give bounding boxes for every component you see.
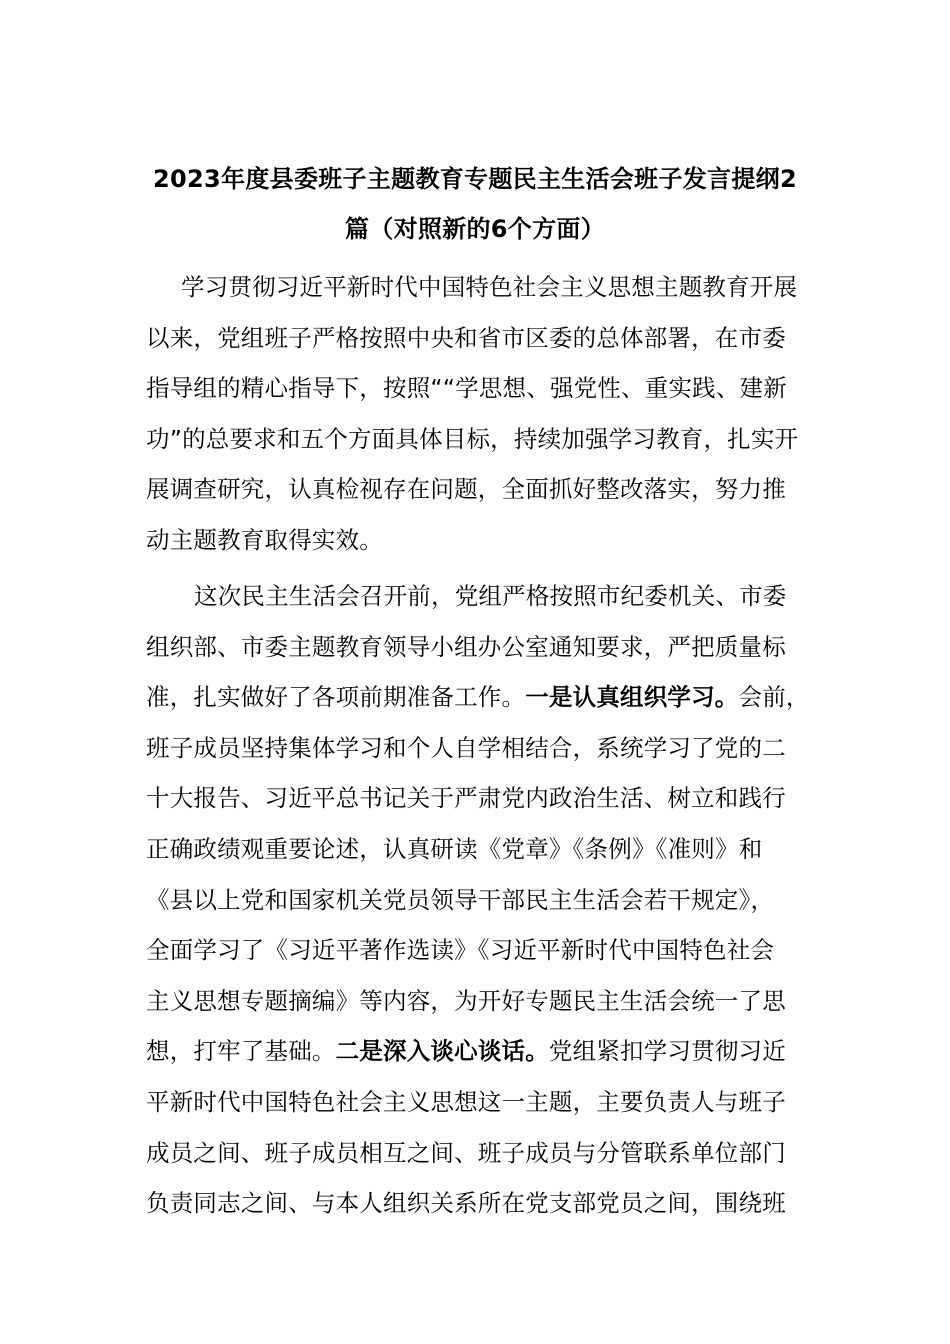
text-line: 动主题教育取得实效。 [146, 525, 383, 554]
bold-heading-study: 一是认真组织学习。 [525, 683, 739, 712]
bold-heading-talks: 二是深入谈心谈话。 [335, 1037, 549, 1066]
text-line: 功”的总要求和五个方面具体目标，持续加强学习教育，扎实开 [146, 424, 799, 453]
text-line: 负责同志之间、与本人组织关系所在党支部党员之间，围绕班 [146, 1189, 786, 1218]
text-line: 十大报告、习近平总书记关于严肃党内政治生活、树立和践行 [146, 784, 786, 813]
text-run: 准，扎实做好了各项前期准备工作。 [146, 683, 526, 712]
text-run: 会前， [738, 683, 810, 712]
preparation-paragraph [146, 571, 810, 1229]
text-line: 以来，党组班子严格按照中央和省市区委的总体部署，在市委 [146, 323, 786, 352]
text-run: 想，打牢了基础。 [146, 1037, 336, 1066]
text-line: 成员之间、班子成员相互之间、班子成员与分管联系单位部门 [146, 1138, 786, 1167]
text-line: 班子成员坚持集体学习和个人自学相结合，系统学习了党的二 [146, 733, 786, 762]
title-line: 篇（对照新的6个方面） [345, 215, 605, 243]
text-line: 全面学习了《习近平著作选读》《习近平新时代中国特色社会 [146, 936, 775, 965]
title-line: 2023年度县委班子主题教育专题民主生活会班子发言提纲2 [153, 165, 797, 193]
text-line: 正确政绩观重要论述，认真研读《党章》《条例》《准则》和 [146, 834, 763, 863]
intro-paragraph [146, 262, 806, 566]
text-run: 党组紧扣学习贯彻习近 [548, 1037, 786, 1066]
text-line: 平新时代中国特色社会主义思想这一主题，主要负责人与班子 [146, 1087, 786, 1116]
text-line: 学习贯彻习近平新时代中国特色社会主义思想主题教育开展 [181, 273, 798, 301]
text-line: 主义思想专题摘编》等内容，为开好专题民主生活会统一了思 [146, 986, 786, 1015]
text-line: 这次民主生活会召开前，党组严格按照市纪委机关、市委 [194, 582, 787, 610]
document-title [120, 154, 830, 254]
text-line: 展调查研究，认真检视存在问题，全面抓好整改落实，努力推 [146, 475, 786, 504]
text-line: 指导组的精心指导下，按照““学思想、强党性、重实践、建新 [146, 374, 787, 403]
text-line [146, 1026, 806, 1077]
text-line: 《县以上党和国家机关党员领导干部民主生活会若干规定》， [146, 885, 775, 914]
text-line: 组织部、市委主题教育领导小组办公室通知要求，严把质量标 [146, 632, 786, 661]
text-line [146, 672, 810, 723]
